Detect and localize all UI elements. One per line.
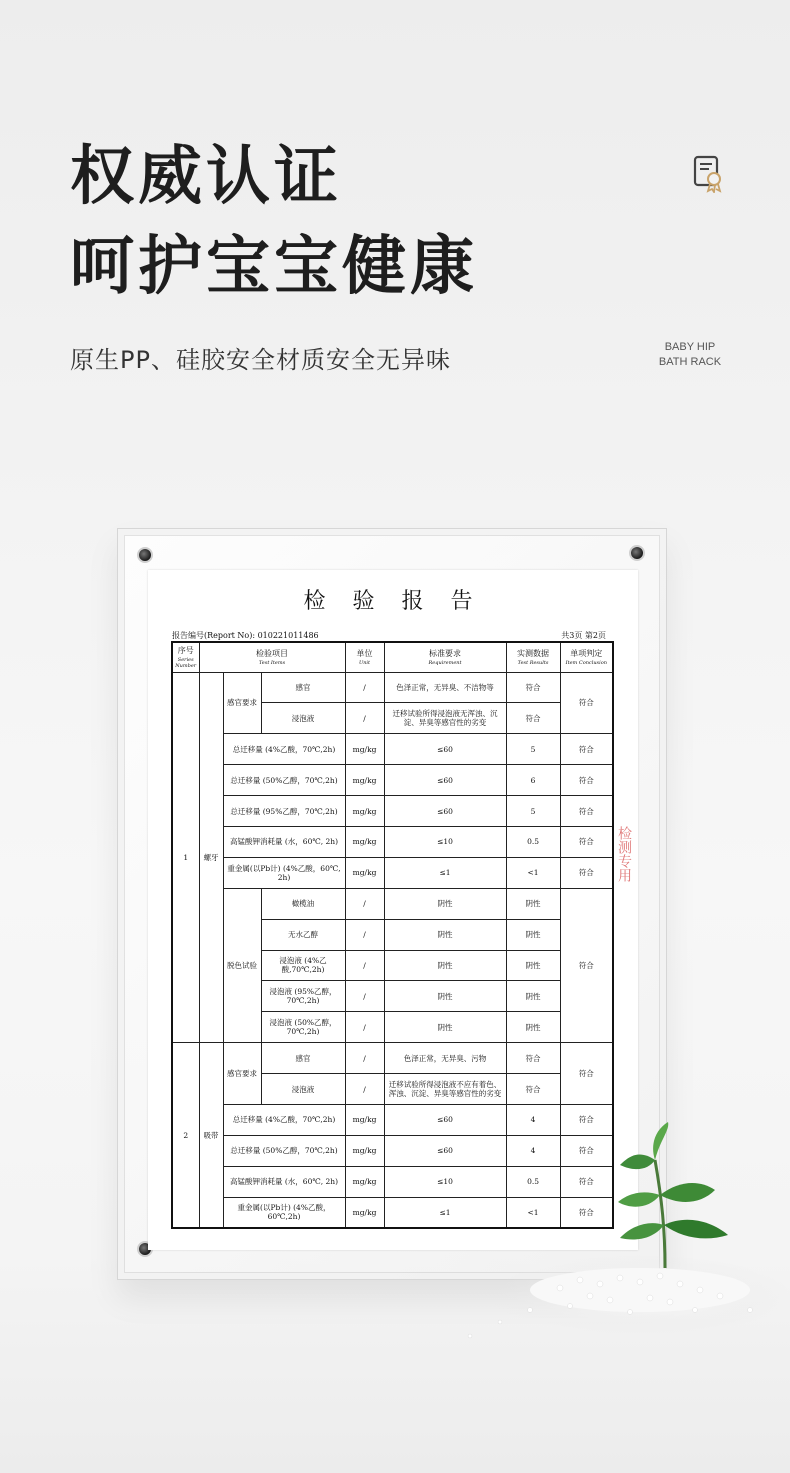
cell-group: 感官要求 xyxy=(223,672,261,734)
header-unit: 单位 Unit xyxy=(345,642,384,672)
cell-result: 阴性 xyxy=(506,981,560,1012)
cell-conclusion: 符合 xyxy=(560,826,613,857)
cell-conclusion: 符合 xyxy=(560,1166,613,1197)
cell-item: 无水乙醇 xyxy=(261,919,345,950)
table-row xyxy=(172,1166,613,1197)
screw-icon xyxy=(137,547,153,563)
cell-unit: / xyxy=(345,703,384,734)
cell-unit: mg/kg xyxy=(345,857,384,888)
cell-result: 0.5 xyxy=(506,1166,560,1197)
cell-item: 浸泡液 (50%乙醇，70℃,2h) xyxy=(261,1012,345,1043)
header-conclusion: 单项判定 Item Conclusion xyxy=(560,642,613,672)
cell-conclusion: 符合 xyxy=(560,888,613,1042)
brand-line1: BABY HIP xyxy=(664,341,716,353)
hero-title-line1: 权威认证 xyxy=(70,140,342,214)
cell-conclusion: 符合 xyxy=(560,734,613,765)
cell-item: 总迁移量 (4%乙酸，70℃,2h) xyxy=(223,734,345,765)
cell-serial: 1 xyxy=(172,672,199,1043)
hero-title-line2: 呵护宝宝健康 xyxy=(70,230,478,304)
cell-item: 浸泡液 xyxy=(261,703,345,734)
cell-result: 符合 xyxy=(506,1043,560,1074)
cell-result: 5 xyxy=(506,734,560,765)
cell-item: 感官 xyxy=(261,672,345,703)
table-row xyxy=(172,765,613,796)
table-row xyxy=(172,1197,613,1228)
brand-line2: BATH RACK xyxy=(658,356,722,368)
cell-result: 符合 xyxy=(506,703,560,734)
cell-result: <1 xyxy=(506,1197,560,1228)
cell-result: 符合 xyxy=(506,672,560,703)
cell-group: 脱色试验 xyxy=(223,888,261,1042)
cell-item: 重金属(以Pb计) (4%乙酸，60℃,2h) xyxy=(223,1197,345,1228)
cell-conclusion: 符合 xyxy=(560,765,613,796)
cell-conclusion: 符合 xyxy=(560,1197,613,1228)
cell-unit: mg/kg xyxy=(345,1135,384,1166)
cell-requirement: 阴性 xyxy=(384,919,506,950)
cell-unit: / xyxy=(345,1043,384,1074)
cell-item: 高锰酸钾消耗量 (水，60℃, 2h) xyxy=(223,1166,345,1197)
cell-conclusion: 符合 xyxy=(560,1135,613,1166)
cell-unit: mg/kg xyxy=(345,796,384,827)
cell-conclusion: 符合 xyxy=(560,672,613,734)
cell-item: 高锰酸钾消耗量 (水，60℃, 2h) xyxy=(223,826,345,857)
table-row xyxy=(172,734,613,765)
cell-requirement: 色泽正常，无异臭、不洁物等 xyxy=(384,672,506,703)
cell-result: 阴性 xyxy=(506,888,560,919)
cell-requirement: 阴性 xyxy=(384,981,506,1012)
cell-requirement: ≤60 xyxy=(384,1135,506,1166)
report-number: 报告编号(Report No): 010221011486 xyxy=(172,631,319,640)
cell-item: 浸泡液 (4%乙酸,70℃,2h) xyxy=(261,950,345,981)
brand-label xyxy=(650,340,730,370)
cell-requirement: ≤60 xyxy=(384,765,506,796)
cell-conclusion: 符合 xyxy=(560,796,613,827)
cell-requirement: ≤60 xyxy=(384,796,506,827)
cell-item: 橄榄油 xyxy=(261,888,345,919)
cell-group: 感官要求 xyxy=(223,1043,261,1105)
cell-item: 感官 xyxy=(261,1043,345,1074)
header-requirement: 标准要求 Requirement xyxy=(384,642,506,672)
cell-requirement: 阴性 xyxy=(384,1012,506,1043)
table-row xyxy=(172,826,613,857)
hero-subtitle: 原生PP、硅胶安全材质安全无异味 xyxy=(70,346,451,374)
table-row xyxy=(172,1104,613,1135)
inspection-report xyxy=(148,570,638,1250)
cell-requirement: 迁移试验所得浸泡液不应有着色、浑浊、沉淀、异臭等感官性的劣变 xyxy=(384,1074,506,1105)
cell-requirement: 色泽正常，无异臭、污物 xyxy=(384,1043,506,1074)
cell-part: 吸带 xyxy=(199,1043,223,1228)
cell-item: 总迁移量 (50%乙醇，70℃,2h) xyxy=(223,765,345,796)
cell-part: 螺牙 xyxy=(199,672,223,1043)
cell-requirement: 迁移试验所得浸泡液无浑浊、沉淀、异臭等感官性的劣变 xyxy=(384,703,506,734)
cell-requirement: ≤10 xyxy=(384,1166,506,1197)
cell-item: 总迁移量 (50%乙醇，70℃,2h) xyxy=(223,1135,345,1166)
cell-conclusion: 符合 xyxy=(560,1104,613,1135)
cell-result: 阴性 xyxy=(506,950,560,981)
screw-icon xyxy=(629,545,645,561)
table-row xyxy=(172,1043,613,1074)
table-row xyxy=(172,796,613,827)
cell-result: 阴性 xyxy=(506,919,560,950)
cell-requirement: ≤60 xyxy=(384,734,506,765)
cell-requirement: ≤1 xyxy=(384,1197,506,1228)
cell-item: 总迁移量 (4%乙酸，70℃,2h) xyxy=(223,1104,345,1135)
cell-unit: / xyxy=(345,950,384,981)
table-row xyxy=(172,672,613,703)
cell-unit: mg/kg xyxy=(345,1197,384,1228)
cell-item: 浸泡液 (95%乙醇，70℃,2h) xyxy=(261,981,345,1012)
report-title: 检 验 报 告 xyxy=(303,589,483,614)
cell-unit: mg/kg xyxy=(345,765,384,796)
cell-result: 6 xyxy=(506,765,560,796)
cell-result: <1 xyxy=(506,857,560,888)
cell-unit: / xyxy=(345,672,384,703)
cell-result: 4 xyxy=(506,1135,560,1166)
plant-sprout-image xyxy=(610,1120,740,1270)
cell-unit: mg/kg xyxy=(345,1166,384,1197)
report-table-wrap xyxy=(171,641,612,1229)
cell-item: 浸泡液 xyxy=(261,1074,345,1105)
header-result: 实测数据 Test Results xyxy=(506,642,560,672)
report-table xyxy=(171,641,614,1229)
report-page: 共3页 第2页 xyxy=(561,631,606,640)
cell-requirement: 阴性 xyxy=(384,950,506,981)
cell-requirement: ≤1 xyxy=(384,857,506,888)
red-stamp: 检测专用 xyxy=(616,826,632,882)
cell-unit: mg/kg xyxy=(345,1104,384,1135)
cell-result: 0.5 xyxy=(506,826,560,857)
cell-unit: / xyxy=(345,1012,384,1043)
cell-item: 重金属(以Pb计) (4%乙酸，60℃, 2h) xyxy=(223,857,345,888)
header-serial: 序号 Series Number xyxy=(172,642,199,672)
cell-serial: 2 xyxy=(172,1043,199,1228)
cell-item: 总迁移量 (95%乙醇，70℃,2h) xyxy=(223,796,345,827)
cell-result: 阴性 xyxy=(506,1012,560,1043)
cell-requirement: 阴性 xyxy=(384,888,506,919)
table-header xyxy=(172,642,613,672)
cell-result: 符合 xyxy=(506,1074,560,1105)
cell-requirement: ≤10 xyxy=(384,826,506,857)
table-row xyxy=(172,888,613,919)
cell-requirement: ≤60 xyxy=(384,1104,506,1135)
cell-conclusion: 符合 xyxy=(560,1043,613,1105)
cell-unit: / xyxy=(345,919,384,950)
header-item: 检验项目 Test Items xyxy=(199,642,345,672)
cell-unit: / xyxy=(345,981,384,1012)
table-row xyxy=(172,857,613,888)
cell-unit: mg/kg xyxy=(345,734,384,765)
cell-unit: mg/kg xyxy=(345,826,384,857)
table-row xyxy=(172,1135,613,1166)
cell-result: 5 xyxy=(506,796,560,827)
certificate-icon xyxy=(693,155,725,193)
cell-conclusion: 符合 xyxy=(560,857,613,888)
cell-unit: / xyxy=(345,888,384,919)
cell-unit: / xyxy=(345,1074,384,1105)
cell-result: 4 xyxy=(506,1104,560,1135)
